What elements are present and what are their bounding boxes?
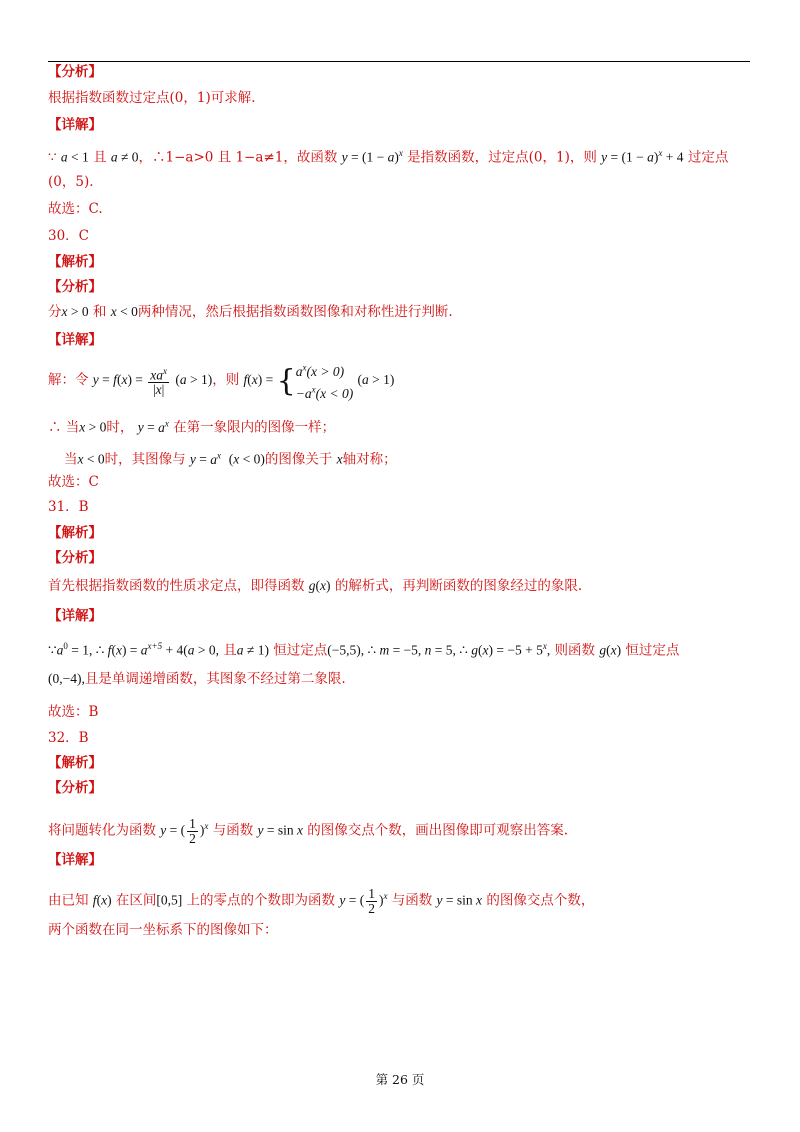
section-header: 【分析】 (48, 780, 102, 796)
section-header: 【解析】 (48, 254, 102, 270)
detail-line: $\because a^0 = 1$, ∴ $f(x) = a^{x+5} + 4(a > 0$, 且a ≠ 1) 恒过定点(−5,5), ∴ m = −5, n = 5, ∴ $g(x) = -5 + 5^x$, 则函数 g(x) 恒过定点 (48, 641, 680, 659)
detail-line: (0，5). (48, 174, 94, 190)
answer-line: 故选：C. (48, 201, 103, 217)
detail-line: 两个函数在同一坐标系下的图像如下： (48, 922, 278, 938)
answer-line: 故选：C (48, 474, 99, 490)
section-header: 【详解】 (48, 608, 102, 624)
question-number: 31．B (48, 499, 89, 515)
section-header: 【详解】 (48, 852, 102, 868)
analysis-text: 分x > 0 和 x < 0两种情况，然后根据指数函数图像和对称性进行判断. (48, 304, 453, 320)
analysis-text: 首先根据指数函数的性质求定点，即得函数 g(x) 的解析式，再判断函数的图象经过的象限. (48, 578, 583, 594)
detail-line: ∵ a < 1 且 a ≠ 0，∴1−a>0 且 1−a≠1，故函数 $y = (1 - a)^x$ 是指数函数，过定点(0，1)，则 $y = (1 - a)^x + 4$ 过定点 (48, 148, 729, 166)
detail-line: 当x < 0时，其图像与 $y = a^x$ (x < 0)的图像关于 x轴对称； (64, 450, 397, 468)
analysis-text: 根据指数函数过定点(0，1)可求解. (48, 90, 256, 106)
page-footer: 第 26 页 (375, 1072, 425, 1087)
detail-line: 解：令 y = f(x) = $\frac{xa^x}{|x|}$ (a > 1)，则 $f(x) = \{a^x(x > 0)$ $-a^x(x < 0) (a > 1)$ (48, 362, 395, 401)
section-header: 【分析】 (48, 64, 102, 80)
analysis-text: 将问题转化为函数 y = ( $\frac{1}{2}$ )$^x$ 与函数 y = sin x 的图像交点个数，画出图像即可观察出答案. (48, 815, 569, 846)
answer-line: 故选：B (48, 704, 99, 720)
section-header: 【解析】 (48, 755, 102, 771)
section-header: 【详解】 (48, 332, 102, 348)
section-header: 【解析】 (48, 525, 102, 541)
question-number: 30．C (48, 228, 90, 244)
question-number: 32．B (48, 730, 89, 746)
section-header: 【分析】 (48, 550, 102, 566)
header-rule (48, 61, 750, 62)
section-header: 【详解】 (48, 117, 102, 133)
section-header: 【分析】 (48, 279, 102, 295)
detail-line: 由已知 f(x) 在区间[0,5] 上的零点的个数即为函数 y = ( $\frac{1}{2}$ )$^x$ 与函数 y = sin x 的图像交点个数， (48, 885, 595, 916)
detail-line: (0,−4),且是单调递增函数，其图象不经过第二象限. (48, 671, 346, 687)
detail-line: ∴ 当x > 0时， $y = a^x$ 在第一象限内的图像一样； (48, 418, 336, 436)
